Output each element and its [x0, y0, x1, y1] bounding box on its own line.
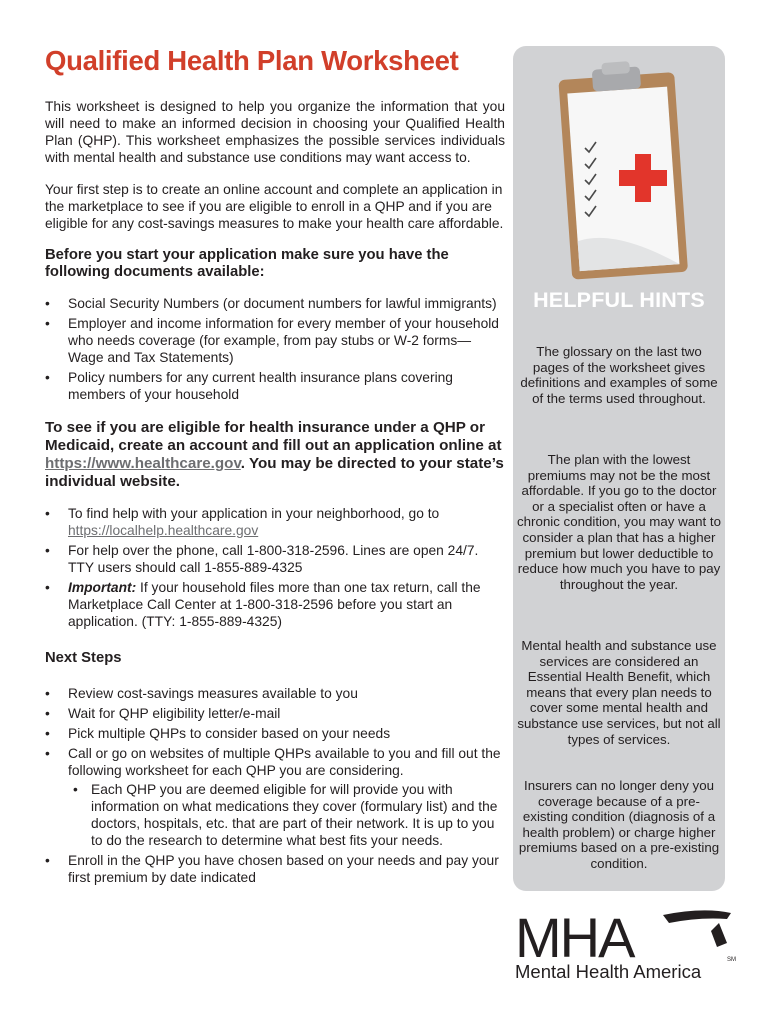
logo-name: Mental Health America — [515, 961, 702, 982]
next-steps-list — [45, 685, 505, 886]
logo-service-mark: SM — [727, 957, 736, 963]
eligibility-heading — [45, 419, 505, 491]
documents-heading: Before you start your application make sure you have the following documents available: — [45, 247, 449, 280]
local-help-link[interactable]: https://localhelp.healthcare.gov — [68, 523, 259, 538]
list-item: • Policy numbers for any current health insurance plans covering members of your household — [45, 369, 505, 403]
list-item: • For help over the phone, call 1-800-318-2596. Lines are open 24/7. TTY users should call 1-855-889-4325 — [45, 542, 505, 576]
list-item — [45, 505, 505, 539]
sub-list — [68, 781, 505, 849]
important-text: If your household files more than one tax return, call the Marketplace Call Center at 1-800-318-2596 before you start an application. (TTY: 1-855-889-4325) — [68, 580, 481, 629]
healthcare-gov-link[interactable]: https://www.healthcare.gov — [45, 455, 241, 472]
logo-letters: MHA — [515, 906, 634, 969]
list-item: • Employer and income information for every member of your household who needs coverage (for example, from pay stubs or W-2 forms—Wage and Tax Statements) — [45, 315, 505, 366]
list-item: • Each QHP you are deemed eligible for will provide you with information on what medications they cover (formulary list) and the doctors, hospitals, etc. that are part of their network. It is up to you to do the research to determine what best fits your needs. — [68, 781, 505, 849]
list-item: • Social Security Numbers (or document numbers for lawful immigrants) — [45, 295, 505, 312]
mha-logo — [513, 905, 738, 990]
list-item: • Review cost-savings measures available to you — [45, 685, 505, 702]
list-item: • Pick multiple QHPs to consider based on your needs — [45, 725, 505, 742]
hint-glossary: The glossary on the last two pages of the worksheet gives definitions and examples of some of the terms used throughout. — [520, 344, 718, 406]
list-item — [45, 745, 505, 849]
hint-pre-existing: Insurers can no longer deny you coverage because of a pre-existing condition (diagnosis of a health problem) or charge higher premiums based on a pre-existing condition. — [518, 778, 720, 871]
list-item: • Enroll in the QHP you have chosen based on your needs and pay your first premium by date indicated — [45, 852, 505, 886]
helpful-hints-heading: HELPFUL HINTS — [533, 288, 705, 312]
eligibility-text: To see if you are eligible for health insurance under a QHP or Medicaid, create an account and fill out an application online at — [45, 419, 502, 454]
first-step-paragraph: Your first step is to create an online account and complete an application in the marketplace to see if you are eligible to enroll in a QHP and if you are eligible for any cost-savings measures to make your health care affordable. — [45, 182, 504, 231]
local-help-text: To find help with your application in your neighborhood, go to — [68, 506, 440, 521]
documents-list — [45, 295, 505, 403]
main-content — [45, 44, 505, 902]
hint-essential-benefit: Mental health and substance use services are considered an Essential Health Benefit, which means that every plan needs to cover some mental health and substance use services, but not all types of services. — [517, 638, 721, 747]
list-item — [45, 579, 505, 630]
important-label: Important: — [68, 580, 137, 595]
clipboard-icon — [551, 58, 691, 288]
intro-paragraph: This worksheet is designed to help you organize the information that you will need to make an informed decision in choosing your Qualified Health Plan (QHP). This worksheet emphasizes the possible services individuals with mental health and substance use conditions may want access to. — [45, 99, 505, 165]
step-text: Call or go on websites of multiple QHPs available to you and fill out the following worksheet for each QHP you are considering. — [68, 746, 501, 778]
eligibility-text-end: . You may be directed to your state’s individual website. — [45, 455, 504, 490]
page-title: Qualified Health Plan Worksheet — [45, 45, 459, 76]
next-steps-heading: Next Steps — [45, 650, 122, 666]
helpful-hints-sidebar — [513, 46, 725, 891]
hint-premiums: The plan with the lowest premiums may not be the most affordable. If you go to the doctor or a specialist often or have a chronic condition, you may want to consider a plan that has a higher premium but lower deductible to reduce how much you have to pay throughout the year. — [517, 452, 721, 592]
help-list — [45, 505, 505, 630]
list-item: • Wait for QHP eligibility letter/e-mail — [45, 705, 505, 722]
